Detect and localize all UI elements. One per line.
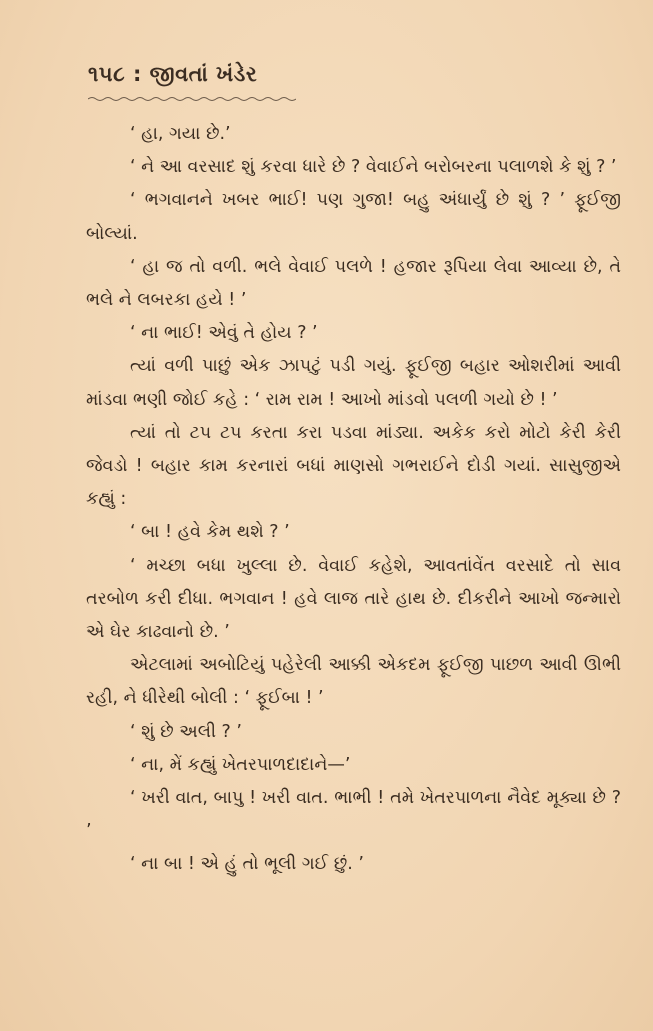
page-body [86,118,621,882]
paragraph: ‘ ના બા ! એ હું તો ભૂલી ગઈ છું. ’ [130,854,364,875]
decorative-wavy-rule [88,96,296,102]
paragraph: ‘ હા જ તો વળી. ભલે વેવાઈ પલળે ! હજાર રૂપિયા લેવા આવ્યા છે, તે ભલે ને લબરકા હયે ! ’ [86,256,621,311]
paragraph: ‘ ભગવાનને ખબર ભાઈ! પણ ગુજા! બહુ અંધાર્યું છે શું ? ’ ફૂઈજી બોલ્યાં. [86,190,621,244]
paragraph: ‘ ના, મેં કહ્યું ખેતરપાળદાદાને—’ [130,754,351,775]
paragraph: ત્યાં વળી પાછું એક ઝાપટું પડી ગયું. ફૂઈજી બહાર ઓશરીમાં આવી માંડવા ભણી જોઈ કહે : ‘ રામ રામ ! આખો માંડવો પલળી ગયો છે ! ’ [86,356,621,410]
paragraph: ‘ શું છે અલી ? ’ [130,721,242,742]
book-title: જીવતાં ખંડેર [149,62,258,86]
paragraph: ‘ મચ્છા બધા ખુલ્લા છે. વેવાઈ કહેશે, આવતાંવેંત વરસાદે તો સાવ તરબોળ કરી દીધા. ભગવાન ! હવે લાજ તારે હાથ છે. દીકરીને આખો જન્મારો એ ઘેર કાઢવાનો છે. ’ [86,555,621,643]
running-header [88,62,257,87]
paragraph: ‘ ના ભાઈ! એવું તે હોય ? ’ [130,323,318,344]
page-number: ૧૫૮ [88,62,126,86]
paragraph: ‘ ને આ વરસાદ શું કરવા ધારે છે ? વેવાઈને બરોબરના પલાળશે કે શું ? ’ [130,157,617,178]
paragraph: ‘ ખરી વાત, બાપુ ! ખરી વાત. ભાભી ! તમે ખેતરપાળના નૈવેદ મૂક્યા છે ? ’ [86,788,621,842]
paragraph: ‘ બા ! હવે કેમ થશે ? ’ [130,522,290,543]
paragraph: ‘ હા, ગયા છે.’ [130,124,231,144]
paragraph: ત્યાં તો ટપ ટપ કરતા કરા પડવા માંડ્યા. અકેક કરો મોટો કેરી કેરી જેવડો ! બહાર કામ કરનારાં બધાં માણસો ગભરાઈને દોડી ગયાં. સાસુજીએ કહ્યું : [86,422,621,510]
paragraph: એટલામાં અબોટિયું પહેરેલી આક્કી એકદમ ફૂઈજી પાછળ આવી ઊભી રહી, ને ધીરેથી બોલી : ‘ ફૂઈબા ! ’ [86,655,621,709]
header-separator: : [132,62,142,86]
